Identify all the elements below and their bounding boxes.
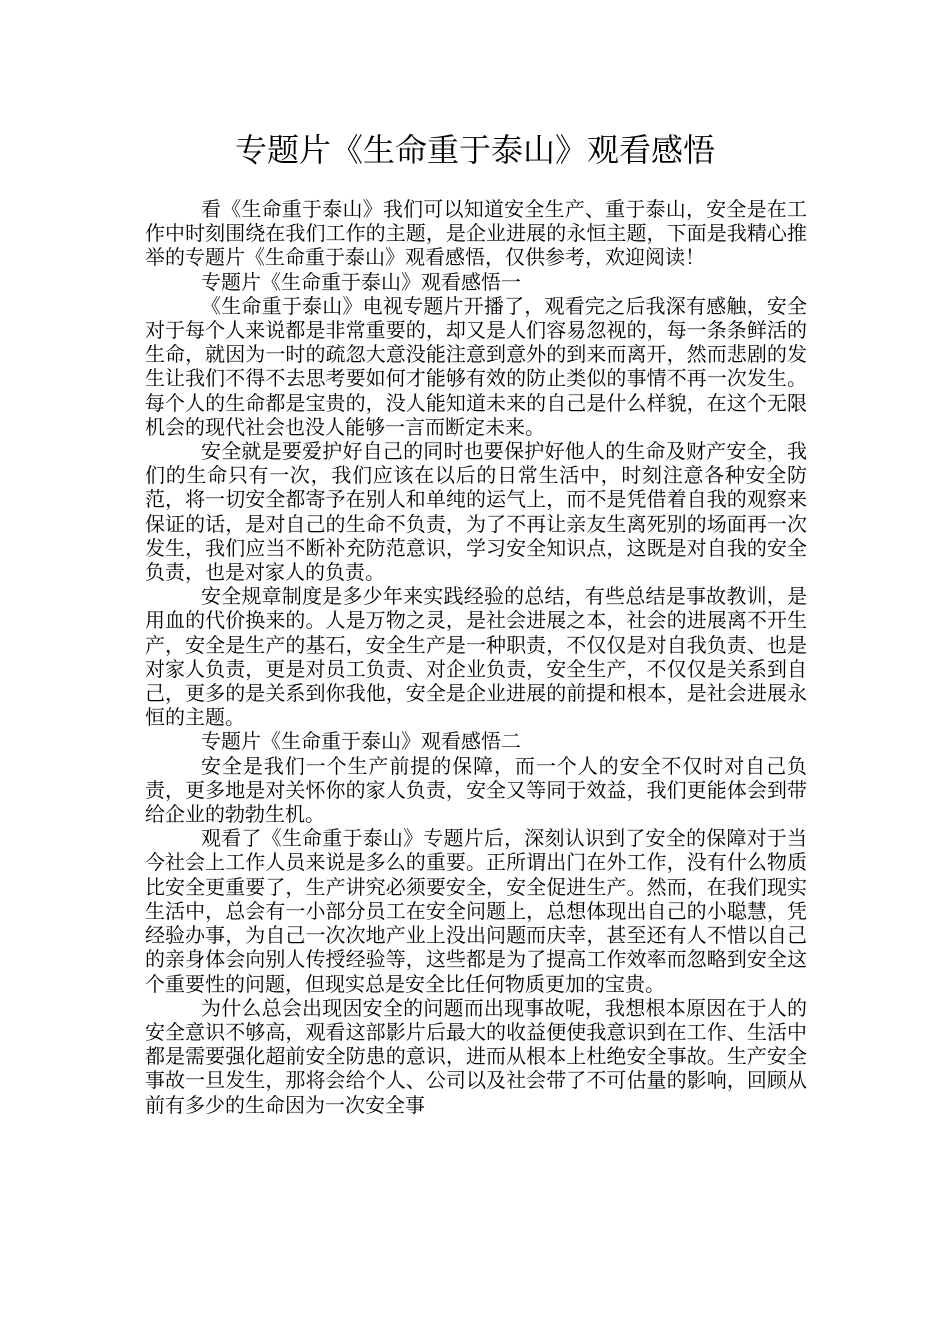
body-paragraph: 观看了《生命重于泰山》专题片后，深刻认识到了安全的保障对于当今社会上工作人员来说是多么的重要。正所谓出门在外工作，没有什么物质比安全更重要了，生产讲究必须要安全，安全促进生产。然而，在我们现实生活中，总会有一小部分员工在安全问题上，总想体现出自己的小聪慧，凭经验办事，为自己一次次地产业上没出问题而庆幸，甚至还有人不惜以自己的亲身体会向别人传授经验等，这些都是为了提高工作效率而忽略到安全这个重要性的问题，但现实总是安全比任何物质更加的宝贵。 (145, 826, 807, 996)
section-heading-one: 专题片《生命重于泰山》观看感悟一 (201, 269, 521, 294)
document-body (145, 197, 807, 1117)
body-paragraph: 安全就是要爱护好自己的同时也要保护好他人的生命及财产安全，我们的生命只有一次，我们应该在以后的日常生活中，时刻注意各种安全防范，将一切安全都寄予在别人和单纯的运气上，而不是凭借着自我的观察来保证的话，是对自己的生命不负责，为了不再让亲友生离死别的场面再一次发生，我们应当不断补充防范意识，学习安全知识点，这既是对自我的安全负责，也是对家人的负责。 (145, 439, 807, 585)
section-heading-two: 专题片《生命重于泰山》观看感悟二 (201, 729, 521, 754)
intro-paragraph: 看《生命重于泰山》我们可以知道安全生产、重于泰山，安全是在工作中时刻围绕在我们工作的主题，是企业进展的永恒主题，下面是我精心推举的专题片《生命重于泰山》观看感悟，仅供参考，欢迎阅读！ (145, 197, 807, 270)
body-paragraph: 《生命重于泰山》电视专题片开播了，观看完之后我深有感触，安全对于每个人来说都是非常重要的，却又是人们容易忽视的，每一条条鲜活的生命，就因为一时的疏忽大意没能注意到意外的到来而离开，然而悲剧的发生让我们不得不去思考要如何才能够有效的防止类似的事情不再一次发生。每个人的生命都是宝贵的，没人能知道未来的自己是什么样貌，在这个无限机会的现代社会也没人能够一言而断定未来。 (145, 293, 807, 439)
body-paragraph: 为什么总会出现因安全的问题而出现事故呢，我想根本原因在于人的安全意识不够高，观看这部影片后最大的收益便使我意识到在工作、生活中都是需要强化超前安全防患的意识，进而从根本上杜绝安全事故。生产安全事故一旦发生，那将会给个人、公司以及社会带了不可估量的影响，回顾从前有多少的生命因为一次安全事 (145, 995, 807, 1117)
body-paragraph: 安全是我们一个生产前提的保障，而一个人的安全不仅时对自己负责，更多地是对关怀你的家人负责，安全又等同于效益，我们更能体会到带给企业的勃勃生机。 (145, 753, 807, 827)
body-paragraph: 安全规章制度是多少年来实践经验的总结，有些总结是事故教训，是用血的代价换来的。人是万物之灵，是社会进展之本，社会的进展离不开生产，安全是生产的基石，安全生产是一种职责，不仅仅是对自我负责、也是对家人负责，更是对员工负责、对企业负责，安全生产，不仅仅是关系到自己，更多的是关系到你我他，安全是企业进展的前提和根本，是社会进展永恒的主题。 (145, 584, 807, 730)
document-title: 专题片《生命重于泰山》观看感悟 (234, 131, 715, 169)
